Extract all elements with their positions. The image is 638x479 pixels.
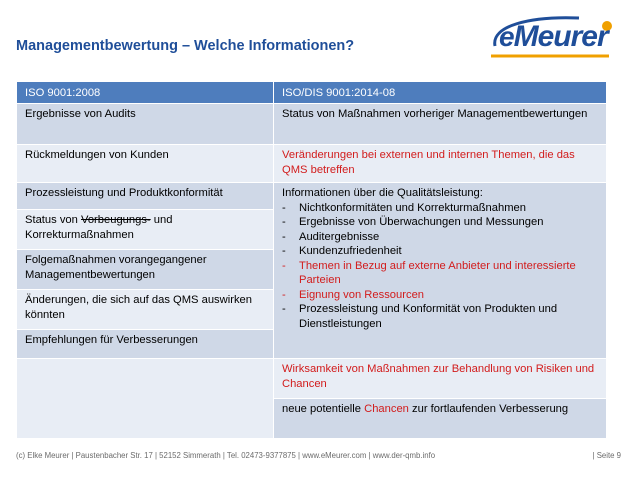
slide-title: Managementbewertung – Welche Informationen? <box>16 38 355 54</box>
cell-status-korrektur: Status von Vorbeugungs- und Korrekturmaßnahmen <box>17 210 274 250</box>
footer-contact: (c) Elke Meurer | Paustenbacher Str. 17 | 52152 Simmerath | Tel. 02473-9377875 | www.eMeurer.com | www.der-qmb.info <box>16 451 436 460</box>
table-header-row <box>17 82 607 104</box>
list-item: - Prozessleistung und Konformität von Produkten und Dienstleistungen <box>282 303 558 330</box>
comparison-table <box>16 81 607 439</box>
struck-text: Vorbeugungs- <box>80 214 151 226</box>
table-row <box>17 145 607 183</box>
table-row <box>17 104 607 145</box>
cell-status-massnahmen: Status von Maßnahmen vorheriger Managementbewertungen <box>274 104 607 145</box>
cell-empty <box>17 359 274 439</box>
logo-rest: Meurer <box>513 20 608 53</box>
logo-lead: e <box>499 21 514 52</box>
cell-empfehlungen: Empfehlungen für Verbesserungen <box>17 330 274 359</box>
table-row <box>17 359 607 399</box>
header-iso-dis-2014: ISO/DIS 9001:2014-08 <box>274 82 607 104</box>
info-list <box>282 201 598 332</box>
cell-aenderungen: Änderungen, die sich auf das QMS auswirken könnten <box>17 290 274 330</box>
info-heading: Informationen über die Qualitätsleistung: <box>282 187 483 199</box>
list-item: - Nichtkonformitäten und Korrekturmaßnahmen <box>282 201 526 214</box>
cell-chancen: neue potentielle Chancen zur fortlaufenden Verbesserung <box>274 399 607 439</box>
logo-text <box>499 20 608 54</box>
table-row <box>17 183 607 210</box>
cell-audits: Ergebnisse von Audits <box>17 104 274 145</box>
footer <box>16 451 621 460</box>
cell-folgemassnahmen: Folgemaßnahmen vorangegangener Managementbewertungen <box>17 250 274 290</box>
cell-prozessleistung: Prozessleistung und Produktkonformität <box>17 183 274 210</box>
list-item: - Auditergebnisse <box>282 230 380 243</box>
cell-veraenderungen: Veränderungen bei externen und internen Themen, die das QMS betreffen <box>274 145 607 183</box>
list-item: - Themen in Bezug auf externe Anbieter und interessierte Parteien <box>282 259 576 286</box>
list-item: - Ergebnisse von Überwachungen und Messungen <box>282 216 544 228</box>
emeurer-logo <box>489 12 619 68</box>
cell-qualitaetsleistung <box>274 183 607 359</box>
cell-kunden: Rückmeldungen von Kunden <box>17 145 274 183</box>
page-number: | Seite 9 <box>592 451 621 460</box>
list-item: - Eignung von Ressourcen <box>282 288 425 301</box>
cell-wirksamkeit: Wirksamkeit von Maßnahmen zur Behandlung von Risiken und Chancen <box>274 359 607 399</box>
list-item: - Kundenzufriedenheit <box>282 245 402 257</box>
header-iso-2008: ISO 9001:2008 <box>17 82 274 104</box>
